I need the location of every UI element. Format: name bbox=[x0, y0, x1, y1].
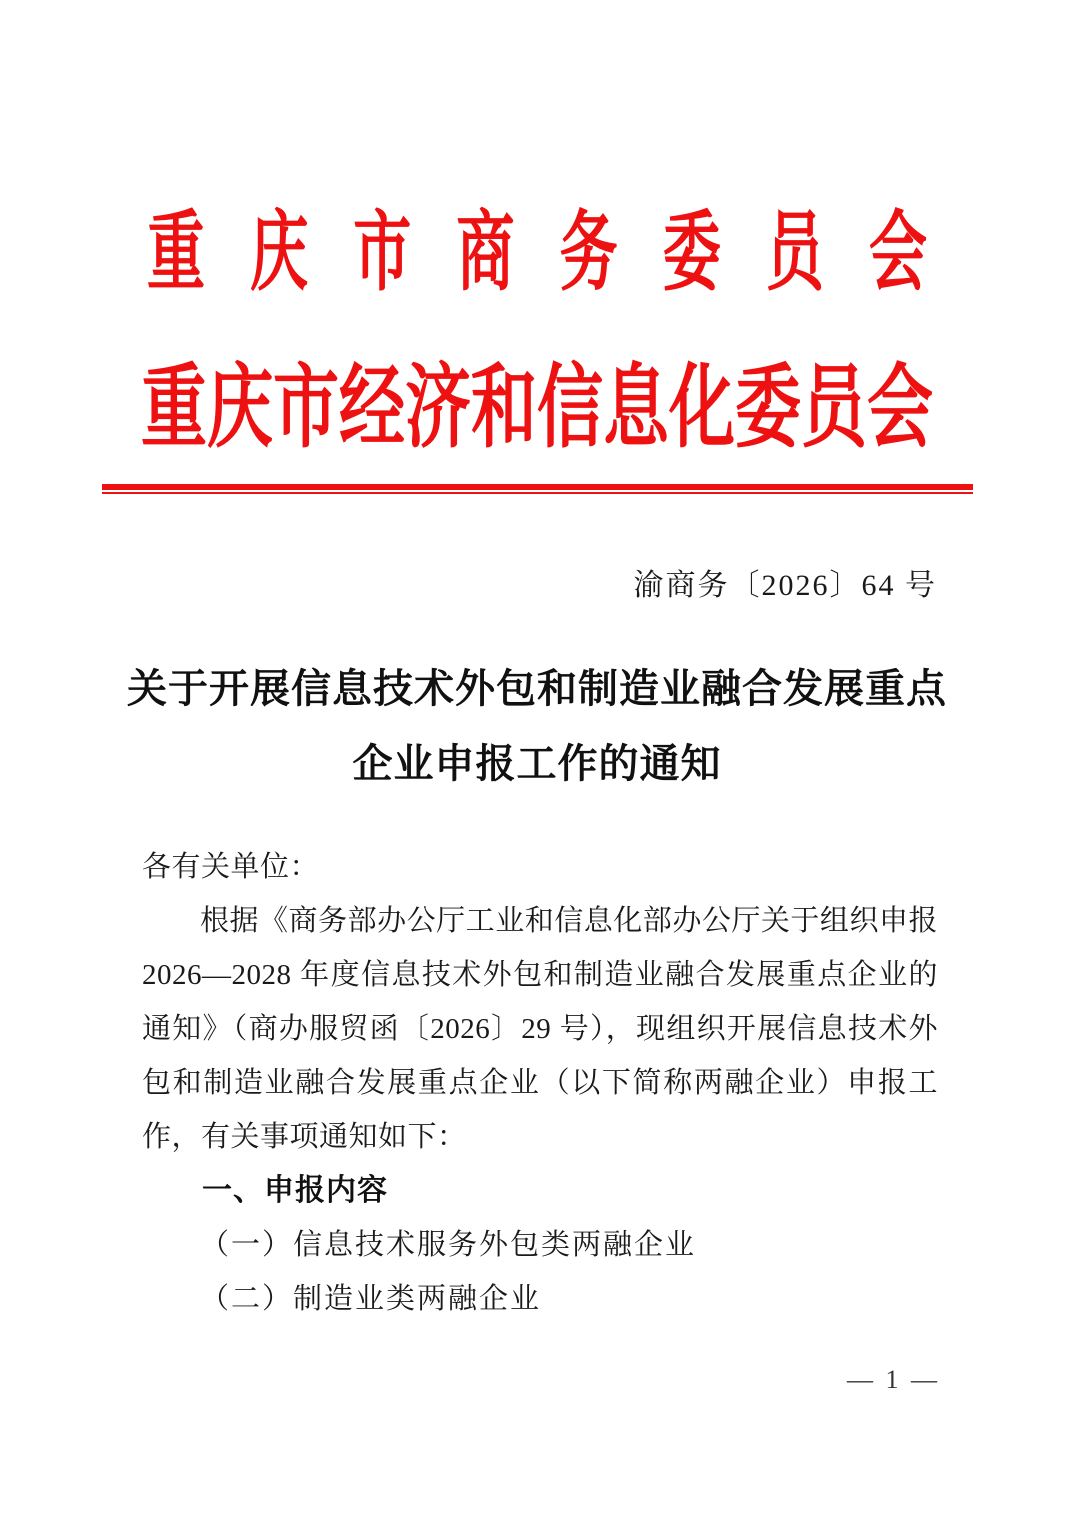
section-heading: 一、申报内容 bbox=[202, 1174, 388, 1207]
document-number: 渝商务〔2026〕64 号 bbox=[633, 569, 937, 602]
org-name-line1: 重 庆 市 商 务 委 员 会 bbox=[147, 204, 927, 302]
document-body bbox=[142, 840, 938, 1326]
salutation: 各有关单位： bbox=[142, 851, 320, 883]
red-rule-thick-line bbox=[102, 484, 973, 490]
page-number: — 1 — bbox=[847, 1365, 940, 1394]
list-item-1: （一）信息技术服务外包类两融企业 bbox=[200, 1229, 697, 1261]
document-title-line1: 关于开展信息技术外包和制造业融合发展重点 bbox=[127, 667, 947, 711]
body-paragraph: 根据《商务部办公厅工业和信息化部办公厅关于组织申报 2026—2028 年度信息技术外包和制造业融合发展重点企业的通知》（商办服贸函〔2026〕29 号），现组织开展信息技术外包和制造业融合发展重点企业（以下简称两融企业）申报工作，有关事项通知如下： bbox=[142, 905, 938, 1153]
document-title-line2: 企业申报工作的通知 bbox=[352, 742, 722, 786]
list-item-2: （二）制造业类两融企业 bbox=[200, 1283, 542, 1315]
red-rule-thin-line bbox=[102, 492, 973, 494]
org-name-line2: 重 庆 市 经 济 和 信 息 化 委 员 会 bbox=[141, 358, 933, 460]
document-title bbox=[0, 652, 1074, 802]
red-separator-rule bbox=[102, 484, 973, 494]
